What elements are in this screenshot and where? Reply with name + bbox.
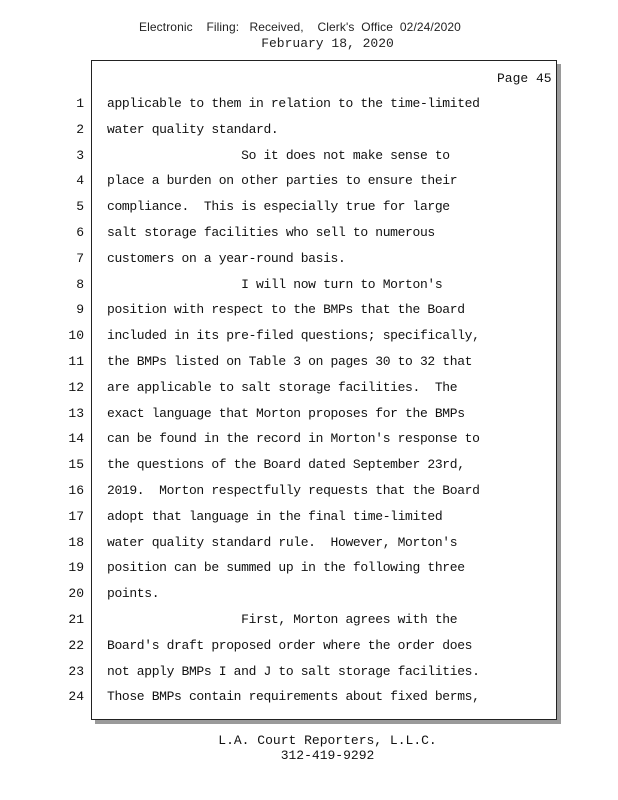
filing-stamp: Electronic Filing: Received, Clerk's Office 02/24/2020 [139,20,461,34]
transcript-line [0,224,560,250]
transcript-line [0,663,560,689]
line-number: 18 [68,534,84,550]
line-text: the BMPs listed on Table 3 on pages 30 to 32 that [107,354,473,369]
line-text: compliance. This is especially true for large [107,199,450,215]
line-number: 19 [68,560,84,576]
line-number: 13 [68,405,84,421]
transcript-line [0,198,560,224]
line-number: 3 [76,147,84,163]
line-number: 24 [68,689,84,705]
line-text: the questions of the Board dated September 23rd, [107,457,465,473]
line-number: 10 [68,328,84,344]
line-number: 23 [68,663,84,679]
line-text: position with respect to the BMPs that the Board [107,302,465,318]
transcript-line [0,301,560,327]
line-text: First, Morton agrees with the [107,612,458,627]
transcript-line [0,95,560,121]
line-number: 21 [68,612,84,627]
line-text: place a burden on other parties to ensure their [107,173,458,189]
line-number: 14 [68,431,84,447]
line-number: 17 [68,508,84,524]
transcript-line [0,121,560,147]
line-number: 6 [76,225,84,240]
court-reporter-phone: 312-419-9292 [280,748,375,763]
transcript-line [0,379,560,405]
line-number: 22 [68,637,84,653]
line-number: 16 [68,483,84,498]
line-text: applicable to them in relation to the time-limited [107,96,480,111]
line-number: 9 [76,302,84,318]
transcript-line [0,637,560,663]
transcript-line [0,327,560,353]
line-text: water quality standard rule. However, Morton's [107,534,458,550]
line-text: 2019. Morton respectfully requests that the Board [107,483,480,498]
transcript-line [0,353,560,379]
page-number: Page 45 [497,71,552,86]
line-text: Board's draft proposed order where the order does [107,637,473,653]
line-text: customers on a year-round basis. [107,250,346,266]
transcript-line [0,611,560,637]
line-text: I will now turn to Morton's [107,276,443,292]
line-number: 15 [68,457,84,473]
transcript-line [0,482,560,508]
transcript-line [0,172,560,198]
footer [0,733,618,763]
transcript-line [0,559,560,585]
transcript-line [0,276,560,302]
line-number: 2 [76,121,84,137]
line-number: 12 [68,379,84,395]
line-text: Those BMPs contain requirements about fixed berms, [107,689,480,705]
transcript-line [0,405,560,431]
line-text: position can be summed up in the following three [107,560,465,576]
line-number: 5 [76,199,84,215]
line-number: 1 [76,96,84,111]
line-number: 8 [76,276,84,292]
transcript-line [0,147,560,173]
transcript-line [0,534,560,560]
line-number: 4 [76,173,84,189]
line-text: water quality standard. [107,121,279,137]
line-text: exact language that Morton proposes for the BMPs [107,405,465,421]
line-text: So it does not make sense to [107,147,450,163]
hearing-date: February 18, 2020 [261,36,394,51]
line-text: adopt that language in the final time-limited [107,508,443,524]
transcript-line [0,456,560,482]
transcript-line [0,508,560,534]
transcript-line [0,430,560,456]
line-text: points. [107,586,160,602]
transcript-line [0,688,560,714]
transcript-line [0,585,560,611]
line-text: included in its pre-filed questions; specifically, [107,328,480,344]
line-text: can be found in the record in Morton's response to [107,431,480,447]
line-text: are applicable to salt storage facilities. The [107,379,458,395]
line-number: 7 [76,250,84,266]
line-number: 11 [68,354,84,369]
line-text: salt storage facilities who sell to numerous [107,225,435,240]
line-number: 20 [68,586,84,602]
line-text: not apply BMPs I and J to salt storage facilities. [107,663,480,679]
transcript-line [0,250,560,276]
court-reporter-name: L.A. Court Reporters, L.L.C. [218,733,437,748]
